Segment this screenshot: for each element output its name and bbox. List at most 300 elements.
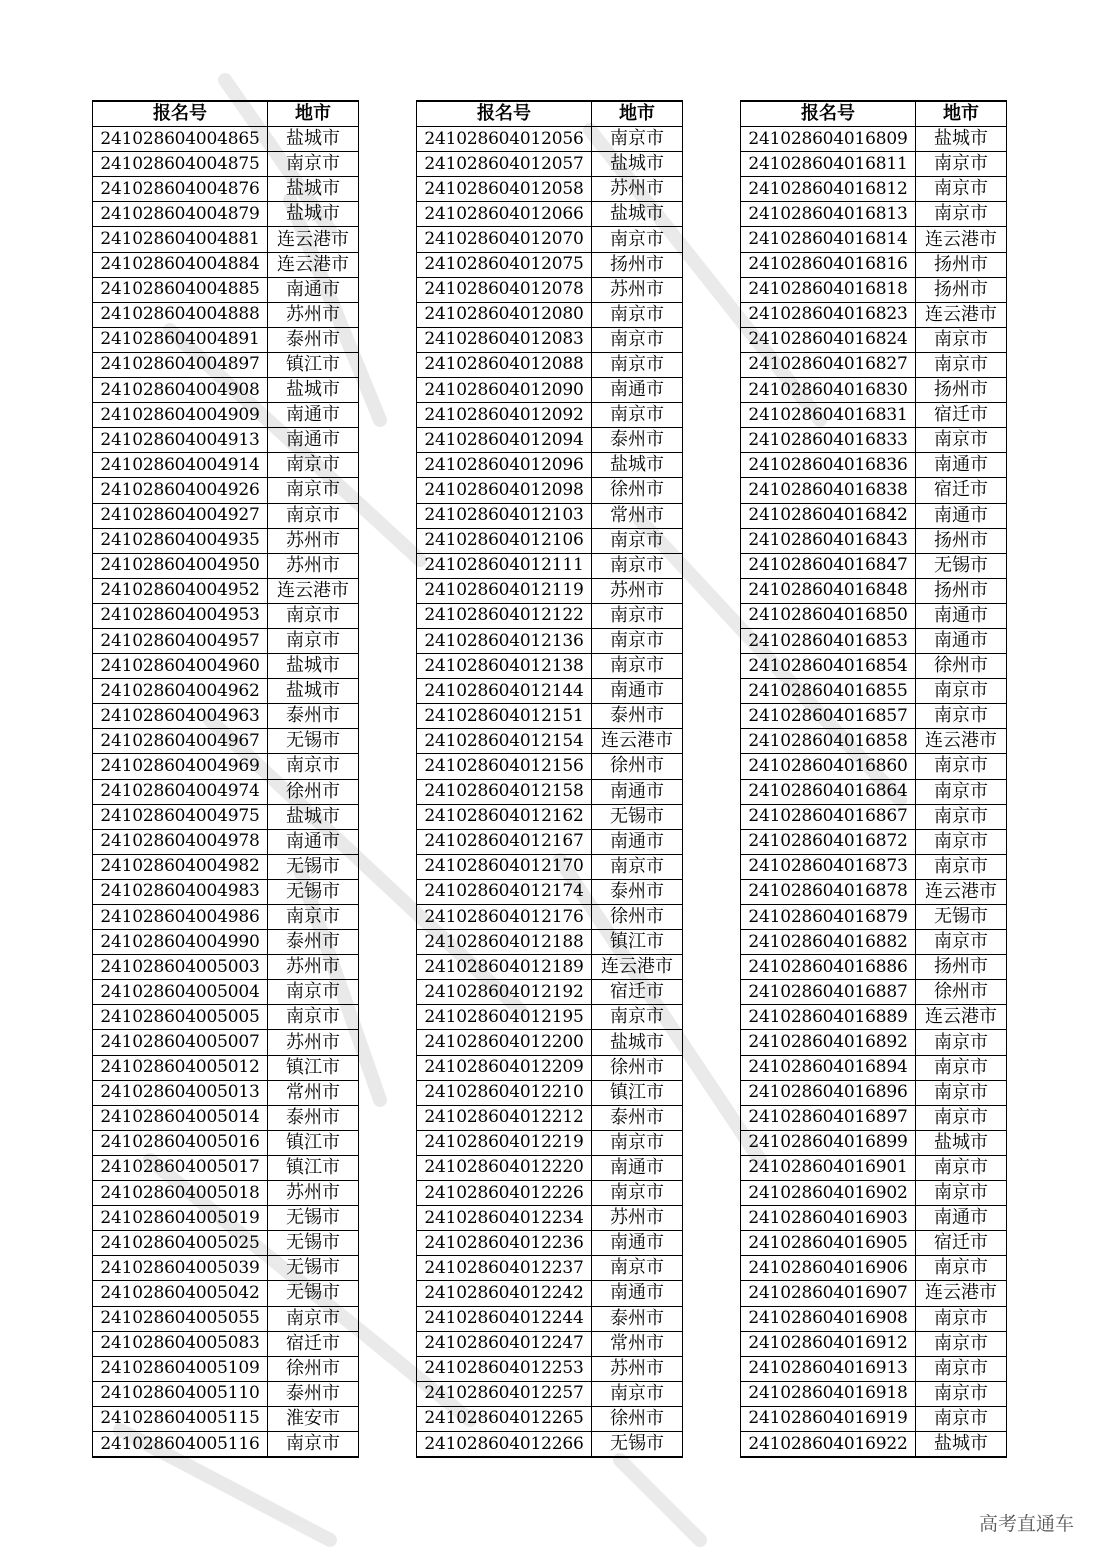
- city-name: 连云港市: [268, 252, 359, 277]
- table-row: [93, 578, 359, 603]
- registration-number: 241028604005019: [93, 1206, 268, 1231]
- table-row: [93, 553, 359, 578]
- registration-number: 241028604016838: [741, 478, 916, 503]
- city-name: 常州市: [592, 1331, 683, 1356]
- registration-number: 241028604016902: [741, 1181, 916, 1206]
- table-row: [417, 729, 683, 754]
- table-row: [741, 378, 1007, 403]
- registration-number: 241028604004978: [93, 829, 268, 854]
- city-name: 连云港市: [916, 302, 1007, 327]
- city-name: 扬州市: [916, 528, 1007, 553]
- table-row: [741, 628, 1007, 653]
- registration-number: 241028604012106: [417, 528, 592, 553]
- registration-number: 241028604004908: [93, 378, 268, 403]
- city-name: 南京市: [916, 152, 1007, 177]
- city-name: 泰州市: [592, 1306, 683, 1331]
- table-row: [417, 1331, 683, 1356]
- registration-number: 241028604012174: [417, 879, 592, 904]
- city-name: 苏州市: [268, 528, 359, 553]
- table-row: [93, 905, 359, 930]
- table-row: [417, 1281, 683, 1306]
- city-name: 镇江市: [268, 1130, 359, 1155]
- city-name: 南京市: [916, 829, 1007, 854]
- city-name: 南京市: [916, 1381, 1007, 1406]
- registration-number: 241028604012088: [417, 352, 592, 377]
- registration-number: 241028604005083: [93, 1331, 268, 1356]
- registration-number: 241028604016913: [741, 1356, 916, 1381]
- header-id: 报名号: [741, 101, 916, 127]
- city-name: 南京市: [268, 628, 359, 653]
- registration-number: 241028604004914: [93, 453, 268, 478]
- registration-number: 241028604012111: [417, 553, 592, 578]
- registration-number: 241028604016892: [741, 1030, 916, 1055]
- city-name: 盐城市: [916, 1431, 1007, 1457]
- city-name: 扬州市: [916, 252, 1007, 277]
- registration-number: 241028604012056: [417, 127, 592, 152]
- registration-number: 241028604004865: [93, 127, 268, 152]
- registration-number: 241028604005115: [93, 1406, 268, 1431]
- city-name: 扬州市: [916, 578, 1007, 603]
- registration-number: 241028604005109: [93, 1356, 268, 1381]
- registration-number: 241028604016908: [741, 1306, 916, 1331]
- registration-number: 241028604012098: [417, 478, 592, 503]
- city-name: 南京市: [916, 177, 1007, 202]
- registration-number: 241028604012158: [417, 779, 592, 804]
- registration-table-2: [416, 100, 683, 1458]
- city-name: 徐州市: [916, 980, 1007, 1005]
- registration-number: 241028604005039: [93, 1256, 268, 1281]
- city-name: 徐州市: [268, 1356, 359, 1381]
- registration-number: 241028604004879: [93, 202, 268, 227]
- city-name: 南京市: [592, 327, 683, 352]
- city-name: 盐城市: [592, 453, 683, 478]
- city-name: 镇江市: [592, 1080, 683, 1105]
- table-row: [93, 1381, 359, 1406]
- table-row: [417, 453, 683, 478]
- registration-number: 241028604016857: [741, 704, 916, 729]
- table-row: [93, 829, 359, 854]
- city-name: 连云港市: [916, 729, 1007, 754]
- table-row: [93, 1130, 359, 1155]
- table-row: [417, 1155, 683, 1180]
- table-row: [741, 1331, 1007, 1356]
- registration-number: 241028604016818: [741, 277, 916, 302]
- table-row: [741, 905, 1007, 930]
- registration-number: 241028604016896: [741, 1080, 916, 1105]
- registration-number: 241028604012096: [417, 453, 592, 478]
- table-row: [93, 1206, 359, 1231]
- city-name: 连云港市: [916, 227, 1007, 252]
- city-name: 扬州市: [592, 252, 683, 277]
- city-name: 南京市: [592, 1130, 683, 1155]
- registration-number: 241028604005116: [93, 1431, 268, 1457]
- city-name: 苏州市: [592, 277, 683, 302]
- table-row: [741, 1155, 1007, 1180]
- table-row: [741, 654, 1007, 679]
- registration-number: 241028604016872: [741, 829, 916, 854]
- table-body: [741, 127, 1007, 1457]
- registration-number: 241028604012136: [417, 628, 592, 653]
- registration-number: 241028604012103: [417, 503, 592, 528]
- city-name: 南京市: [268, 152, 359, 177]
- table-row: [417, 227, 683, 252]
- table-row: [417, 829, 683, 854]
- table-row: [741, 603, 1007, 628]
- city-name: 南京市: [916, 754, 1007, 779]
- registration-number: 241028604016912: [741, 1331, 916, 1356]
- registration-number: 241028604004969: [93, 754, 268, 779]
- table-row: [417, 1356, 683, 1381]
- registration-number: 241028604012244: [417, 1306, 592, 1331]
- city-name: 南京市: [916, 1105, 1007, 1130]
- table-row: [417, 955, 683, 980]
- table-row: [93, 252, 359, 277]
- table-row: [417, 578, 683, 603]
- registration-number: 241028604012138: [417, 654, 592, 679]
- table-row: [93, 352, 359, 377]
- city-name: 南京市: [916, 1155, 1007, 1180]
- city-name: 连云港市: [592, 729, 683, 754]
- registration-number: 241028604012075: [417, 252, 592, 277]
- table-row: [741, 1105, 1007, 1130]
- table-row: [93, 1080, 359, 1105]
- registration-number: 241028604004963: [93, 704, 268, 729]
- city-name: 南京市: [916, 1331, 1007, 1356]
- city-name: 南通市: [916, 503, 1007, 528]
- table-row: [417, 1130, 683, 1155]
- city-name: 泰州市: [592, 1105, 683, 1130]
- registration-number: 241028604016854: [741, 654, 916, 679]
- city-name: 连云港市: [916, 1281, 1007, 1306]
- registration-number: 241028604012237: [417, 1256, 592, 1281]
- city-name: 镇江市: [268, 1155, 359, 1180]
- table-row: [93, 930, 359, 955]
- table-row: [417, 1206, 683, 1231]
- table-row: [93, 428, 359, 453]
- table-row: [741, 754, 1007, 779]
- city-name: 南京市: [916, 679, 1007, 704]
- table-row: [741, 955, 1007, 980]
- city-name: 无锡市: [268, 729, 359, 754]
- city-name: 苏州市: [592, 1206, 683, 1231]
- header-id: 报名号: [93, 101, 268, 127]
- city-name: 泰州市: [268, 704, 359, 729]
- table-row: [741, 277, 1007, 302]
- registration-number: 241028604016813: [741, 202, 916, 227]
- city-name: 南京市: [592, 302, 683, 327]
- registration-number: 241028604004957: [93, 628, 268, 653]
- city-name: 宿迁市: [916, 403, 1007, 428]
- table-row: [417, 428, 683, 453]
- city-name: 盐城市: [592, 1030, 683, 1055]
- registration-number: 241028604004935: [93, 528, 268, 553]
- registration-number: 241028604004967: [93, 729, 268, 754]
- registration-number: 241028604012144: [417, 679, 592, 704]
- table-row: [741, 804, 1007, 829]
- city-name: 无锡市: [916, 553, 1007, 578]
- table-row: [741, 1130, 1007, 1155]
- table-row: [93, 277, 359, 302]
- table-row: [741, 1206, 1007, 1231]
- city-name: 南京市: [916, 1256, 1007, 1281]
- registration-number: 241028604016823: [741, 302, 916, 327]
- table-row: [741, 1356, 1007, 1381]
- registration-number: 241028604004881: [93, 227, 268, 252]
- registration-number: 241028604012219: [417, 1130, 592, 1155]
- city-name: 盐城市: [592, 202, 683, 227]
- table-row: [93, 980, 359, 1005]
- registration-number: 241028604016906: [741, 1256, 916, 1281]
- registration-number: 241028604012167: [417, 829, 592, 854]
- registration-number: 241028604016860: [741, 754, 916, 779]
- table-row: [93, 152, 359, 177]
- city-name: 无锡市: [268, 1281, 359, 1306]
- registration-number: 241028604016848: [741, 578, 916, 603]
- city-name: 宿迁市: [916, 478, 1007, 503]
- registration-number: 241028604012226: [417, 1181, 592, 1206]
- city-name: 扬州市: [916, 955, 1007, 980]
- city-name: 南京市: [268, 1005, 359, 1030]
- table-row: [741, 1306, 1007, 1331]
- registration-number: 241028604005017: [93, 1155, 268, 1180]
- registration-number: 241028604012210: [417, 1080, 592, 1105]
- city-name: 南京市: [916, 202, 1007, 227]
- table-row: [93, 1281, 359, 1306]
- table-row: [741, 1181, 1007, 1206]
- city-name: 南京市: [592, 403, 683, 428]
- table-row: [741, 729, 1007, 754]
- table-row: [417, 1181, 683, 1206]
- city-name: 镇江市: [592, 930, 683, 955]
- registration-number: 241028604004950: [93, 553, 268, 578]
- city-name: 徐州市: [592, 1055, 683, 1080]
- city-name: 宿迁市: [916, 1231, 1007, 1256]
- registration-number: 241028604005018: [93, 1181, 268, 1206]
- city-name: 南京市: [592, 1181, 683, 1206]
- registration-number: 241028604012212: [417, 1105, 592, 1130]
- city-name: 无锡市: [592, 804, 683, 829]
- table-row: [741, 1281, 1007, 1306]
- table-row: [417, 1406, 683, 1431]
- table-row: [417, 628, 683, 653]
- table-row: [93, 503, 359, 528]
- registration-number: 241028604012209: [417, 1055, 592, 1080]
- city-name: 徐州市: [592, 754, 683, 779]
- table-row: [417, 478, 683, 503]
- city-name: 南京市: [916, 352, 1007, 377]
- table-row: [93, 1306, 359, 1331]
- registration-number: 241028604005025: [93, 1231, 268, 1256]
- city-name: 徐州市: [592, 1406, 683, 1431]
- table-row: [741, 403, 1007, 428]
- table-row: [741, 578, 1007, 603]
- table-row: [741, 428, 1007, 453]
- registration-number: 241028604005042: [93, 1281, 268, 1306]
- table-row: [93, 177, 359, 202]
- registration-number: 241028604016842: [741, 503, 916, 528]
- city-name: 南京市: [916, 1356, 1007, 1381]
- registration-number: 241028604016811: [741, 152, 916, 177]
- header-city: 地市: [592, 101, 683, 127]
- registration-number: 241028604016830: [741, 378, 916, 403]
- table-row: [417, 930, 683, 955]
- city-name: 南京市: [916, 854, 1007, 879]
- registration-number: 241028604004975: [93, 804, 268, 829]
- registration-number: 241028604012094: [417, 428, 592, 453]
- table-row: [741, 302, 1007, 327]
- city-name: 南通市: [916, 1206, 1007, 1231]
- footer-source-label: 高考直通车: [978, 1513, 1074, 1535]
- table-row: [93, 1256, 359, 1281]
- registration-number: 241028604016855: [741, 679, 916, 704]
- city-name: 盐城市: [916, 1130, 1007, 1155]
- table-row: [741, 553, 1007, 578]
- city-name: 苏州市: [268, 302, 359, 327]
- table-row: [741, 1381, 1007, 1406]
- city-name: 连云港市: [592, 955, 683, 980]
- registration-number: 241028604012058: [417, 177, 592, 202]
- city-name: 淮安市: [268, 1406, 359, 1431]
- table-row: [93, 603, 359, 628]
- registration-number: 241028604005014: [93, 1105, 268, 1130]
- registration-table-1: [92, 100, 359, 1458]
- table-row: [93, 754, 359, 779]
- city-name: 南通市: [592, 1281, 683, 1306]
- registration-number: 241028604016918: [741, 1381, 916, 1406]
- registration-number: 241028604016833: [741, 428, 916, 453]
- city-name: 南京市: [268, 453, 359, 478]
- table-row: [417, 1080, 683, 1105]
- city-name: 南京市: [592, 654, 683, 679]
- table-row: [93, 1406, 359, 1431]
- table-row: [93, 302, 359, 327]
- registration-number: 241028604004983: [93, 879, 268, 904]
- table-row: [417, 553, 683, 578]
- table-row: [741, 352, 1007, 377]
- city-name: 南通市: [268, 403, 359, 428]
- registration-number: 241028604012090: [417, 378, 592, 403]
- registration-number: 241028604004913: [93, 428, 268, 453]
- table-row: [741, 1080, 1007, 1105]
- registration-number: 241028604012070: [417, 227, 592, 252]
- registration-number: 241028604012195: [417, 1005, 592, 1030]
- table-row: [417, 679, 683, 704]
- city-name: 无锡市: [268, 854, 359, 879]
- table-row: [741, 127, 1007, 152]
- registration-number: 241028604012189: [417, 955, 592, 980]
- registration-number: 241028604012151: [417, 704, 592, 729]
- city-name: 连云港市: [268, 227, 359, 252]
- registration-number: 241028604016867: [741, 804, 916, 829]
- registration-number: 241028604004897: [93, 352, 268, 377]
- city-name: 盐城市: [916, 127, 1007, 152]
- city-name: 南京市: [268, 478, 359, 503]
- city-name: 南通市: [592, 1155, 683, 1180]
- city-name: 南京市: [268, 603, 359, 628]
- table-row: [417, 1005, 683, 1030]
- city-name: 南京市: [916, 428, 1007, 453]
- city-name: 南京市: [592, 553, 683, 578]
- registration-number: 241028604012080: [417, 302, 592, 327]
- registration-number: 241028604005005: [93, 1005, 268, 1030]
- city-name: 南通市: [592, 1231, 683, 1256]
- registration-table-3: [740, 100, 1007, 1458]
- table-row: [417, 177, 683, 202]
- table-row: [93, 654, 359, 679]
- city-name: 南通市: [916, 453, 1007, 478]
- city-name: 扬州市: [916, 378, 1007, 403]
- city-name: 南京市: [916, 1030, 1007, 1055]
- registration-number: 241028604004953: [93, 603, 268, 628]
- table-row: [417, 804, 683, 829]
- city-name: 盐城市: [268, 378, 359, 403]
- table-row: [417, 503, 683, 528]
- registration-number: 241028604012220: [417, 1155, 592, 1180]
- table-row: [417, 352, 683, 377]
- city-name: 南京市: [916, 930, 1007, 955]
- registration-number: 241028604012066: [417, 202, 592, 227]
- city-name: 无锡市: [916, 905, 1007, 930]
- registration-number: 241028604012083: [417, 327, 592, 352]
- table-row: [417, 1055, 683, 1080]
- table-row: [741, 829, 1007, 854]
- registration-number: 241028604004875: [93, 152, 268, 177]
- city-name: 徐州市: [916, 654, 1007, 679]
- table-row: [741, 227, 1007, 252]
- city-name: 苏州市: [268, 955, 359, 980]
- table-row: [93, 879, 359, 904]
- city-name: 无锡市: [268, 1206, 359, 1231]
- header-city: 地市: [268, 101, 359, 127]
- city-name: 南京市: [916, 804, 1007, 829]
- registration-number: 241028604016864: [741, 779, 916, 804]
- table-row: [741, 1231, 1007, 1256]
- table-row: [417, 528, 683, 553]
- registration-number: 241028604016878: [741, 879, 916, 904]
- table-row: [417, 754, 683, 779]
- table-row: [741, 704, 1007, 729]
- city-name: 镇江市: [268, 352, 359, 377]
- registration-number: 241028604004926: [93, 478, 268, 503]
- city-name: 苏州市: [268, 553, 359, 578]
- registration-number: 241028604016812: [741, 177, 916, 202]
- city-name: 南京市: [916, 1306, 1007, 1331]
- table-row: [93, 327, 359, 352]
- table-row: [417, 603, 683, 628]
- table-row: [93, 1356, 359, 1381]
- registration-number: 241028604005016: [93, 1130, 268, 1155]
- table-row: [417, 1030, 683, 1055]
- table-row: [417, 654, 683, 679]
- table-row: [417, 854, 683, 879]
- registration-number: 241028604012236: [417, 1231, 592, 1256]
- registration-number: 241028604012057: [417, 152, 592, 177]
- city-name: 南通市: [916, 603, 1007, 628]
- registration-number: 241028604016827: [741, 352, 916, 377]
- registration-number: 241028604004990: [93, 930, 268, 955]
- city-name: 南京市: [268, 1431, 359, 1457]
- registration-number: 241028604004982: [93, 854, 268, 879]
- table-row: [93, 1231, 359, 1256]
- table-row: [417, 905, 683, 930]
- registration-number: 241028604016850: [741, 603, 916, 628]
- city-name: 南京市: [592, 854, 683, 879]
- table-row: [417, 302, 683, 327]
- registration-number: 241028604012170: [417, 854, 592, 879]
- city-name: 无锡市: [268, 1256, 359, 1281]
- table-row: [741, 152, 1007, 177]
- table-row: [93, 528, 359, 553]
